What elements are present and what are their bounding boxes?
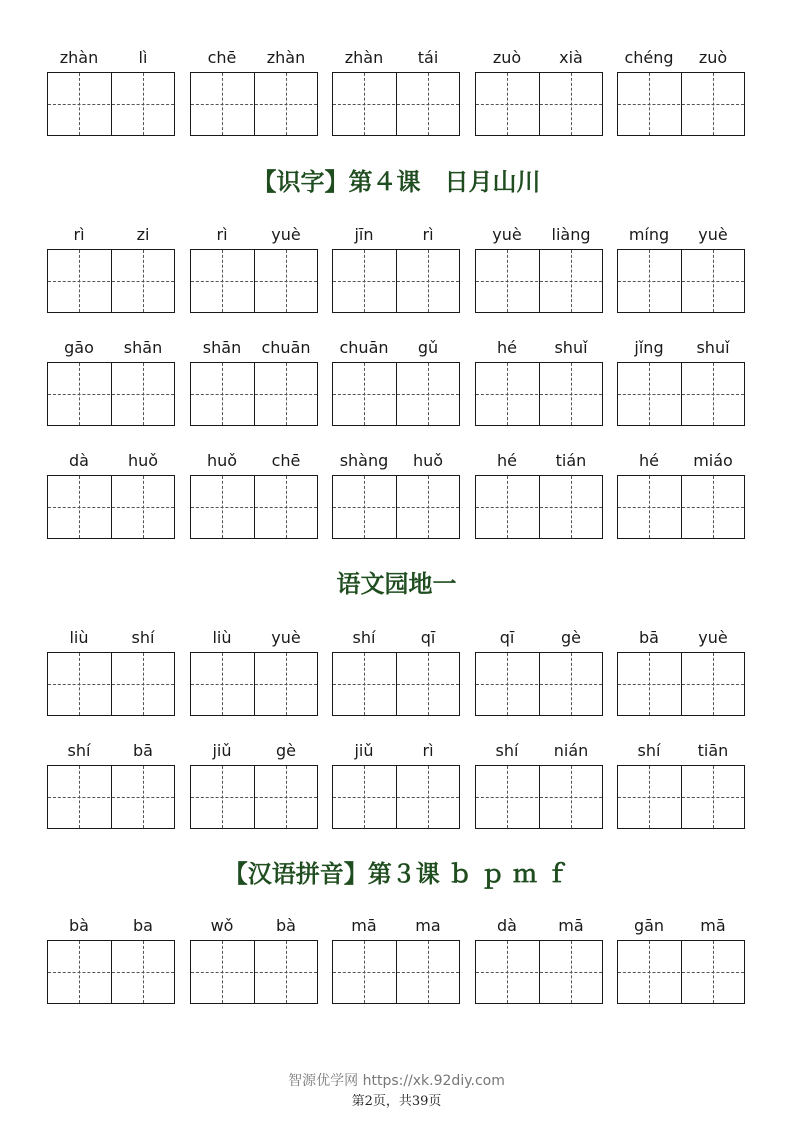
pinyin-label: qī [499, 628, 515, 647]
tianzige-pair [617, 362, 745, 426]
dashed-guide-horizontal [333, 281, 459, 282]
pinyin-label: tiān [697, 741, 729, 760]
tianzige-pair [47, 652, 175, 716]
pinyin-label: shí [352, 628, 376, 647]
tianzige-pair [475, 940, 603, 1004]
tianzige-pair [332, 249, 460, 313]
dashed-guide-horizontal [48, 394, 174, 395]
pinyin-label: shān [202, 338, 242, 357]
dashed-guide-horizontal [48, 281, 174, 282]
tianzige-pair [332, 475, 460, 539]
tianzige-pair [332, 652, 460, 716]
dashed-guide-horizontal [48, 797, 174, 798]
tianzige-pair [617, 652, 745, 716]
tianzige-pair [190, 652, 318, 716]
dashed-guide-horizontal [618, 684, 744, 685]
pinyin-label: chuān [339, 338, 389, 357]
tianzige-pair [617, 249, 745, 313]
dashed-guide-horizontal [48, 684, 174, 685]
dashed-guide-horizontal [48, 972, 174, 973]
dashed-guide-horizontal [48, 507, 174, 508]
pinyin-label: hé [497, 338, 517, 357]
tianzige-pair [332, 765, 460, 829]
pinyin-label: xià [559, 48, 583, 67]
tianzige-pair [617, 72, 745, 136]
pinyin-label: yuè [492, 225, 522, 244]
tianzige-pair [617, 940, 745, 1004]
pinyin-label: yuè [698, 225, 728, 244]
pinyin-label: jīn [354, 225, 374, 244]
tianzige-pair [617, 765, 745, 829]
tianzige-pair [190, 72, 318, 136]
footer-site: 智源优学网 https://xk.92diy.com [288, 1073, 505, 1089]
pinyin-label: chē [207, 48, 237, 67]
lesson-heading-pinyin: 【汉语拼音】第３课 ｂ ｐ ｍ ｆ [223, 859, 570, 888]
dashed-guide-horizontal [476, 507, 602, 508]
tianzige-pair [332, 72, 460, 136]
pinyin-label: wǒ [210, 916, 234, 935]
tianzige-pair [190, 475, 318, 539]
tianzige-pair [190, 765, 318, 829]
dashed-guide-horizontal [333, 394, 459, 395]
footer-page-number: 第2页，共39页 [351, 1094, 442, 1109]
dashed-guide-horizontal [476, 684, 602, 685]
pinyin-label: bā [639, 628, 659, 647]
writing-row [0, 48, 793, 148]
dashed-guide-horizontal [618, 507, 744, 508]
tianzige-pair [190, 249, 318, 313]
tianzige-pair [190, 362, 318, 426]
pinyin-label: shí [495, 741, 519, 760]
dashed-guide-horizontal [333, 507, 459, 508]
pinyin-label: zhàn [59, 48, 99, 67]
dashed-guide-horizontal [618, 797, 744, 798]
pinyin-label: shuǐ [696, 338, 730, 357]
dashed-guide-horizontal [333, 797, 459, 798]
pinyin-label: huǒ [206, 451, 238, 470]
tianzige-pair [475, 72, 603, 136]
pinyin-label: jǐng [634, 338, 664, 357]
tianzige-pair [47, 72, 175, 136]
dashed-guide-horizontal [191, 394, 317, 395]
dashed-guide-horizontal [191, 684, 317, 685]
pinyin-label: tái [417, 48, 439, 67]
pinyin-label: shàng [339, 451, 389, 470]
pinyin-label: zuò [698, 48, 728, 67]
tianzige-pair [475, 765, 603, 829]
lesson-heading-rizhi: 【识字】第４课 日月山川 [252, 167, 541, 196]
pinyin-label: lì [138, 48, 148, 67]
tianzige-pair [332, 362, 460, 426]
pinyin-label: hé [639, 451, 659, 470]
writing-row [0, 451, 793, 551]
pinyin-label: jiǔ [354, 741, 374, 760]
tianzige-pair [475, 475, 603, 539]
tianzige-pair [332, 940, 460, 1004]
pinyin-label: shān [123, 338, 163, 357]
pinyin-label: mā [700, 916, 726, 935]
pinyin-label: dà [69, 451, 89, 470]
pinyin-label: liàng [551, 225, 591, 244]
dashed-guide-horizontal [476, 972, 602, 973]
pinyin-label: shí [67, 741, 91, 760]
pinyin-label: bā [133, 741, 153, 760]
pinyin-label: bà [276, 916, 296, 935]
pinyin-label: rì [422, 741, 434, 760]
pinyin-label: mā [351, 916, 377, 935]
pinyin-label: liù [212, 628, 232, 647]
dashed-guide-horizontal [333, 104, 459, 105]
tianzige-pair [47, 765, 175, 829]
writing-row [0, 628, 793, 728]
pinyin-label: rì [422, 225, 434, 244]
pinyin-label: chē [271, 451, 301, 470]
dashed-guide-horizontal [333, 684, 459, 685]
pinyin-label: rì [73, 225, 85, 244]
pinyin-label: zuò [492, 48, 522, 67]
pinyin-label: míng [628, 225, 670, 244]
pinyin-label: hé [497, 451, 517, 470]
pinyin-label: huǒ [127, 451, 159, 470]
pinyin-label: mā [558, 916, 584, 935]
tianzige-pair [47, 362, 175, 426]
pinyin-label: chéng [624, 48, 674, 67]
tianzige-pair [190, 940, 318, 1004]
pinyin-label: shí [131, 628, 155, 647]
pinyin-label: bà [69, 916, 89, 935]
pinyin-label: zhàn [344, 48, 384, 67]
pinyin-label: ba [133, 916, 153, 935]
pinyin-label: chuān [261, 338, 311, 357]
lesson-heading-yuwen-yuandi: 语文园地一 [336, 569, 457, 598]
dashed-guide-horizontal [333, 972, 459, 973]
writing-row [0, 916, 793, 1016]
pinyin-label: shí [637, 741, 661, 760]
pinyin-label: shuǐ [554, 338, 588, 357]
pinyin-label: liù [69, 628, 89, 647]
pinyin-label: zi [136, 225, 150, 244]
pinyin-label: gè [561, 628, 581, 647]
pinyin-label: jiǔ [212, 741, 232, 760]
tianzige-pair [47, 475, 175, 539]
pinyin-label: ma [415, 916, 441, 935]
pinyin-label: dà [497, 916, 517, 935]
dashed-guide-horizontal [476, 104, 602, 105]
dashed-guide-horizontal [191, 281, 317, 282]
writing-row [0, 338, 793, 438]
pinyin-label: yuè [271, 225, 301, 244]
dashed-guide-horizontal [476, 281, 602, 282]
tianzige-pair [47, 249, 175, 313]
pinyin-label: nián [553, 741, 589, 760]
tianzige-pair [47, 940, 175, 1004]
dashed-guide-horizontal [191, 972, 317, 973]
writing-row [0, 741, 793, 841]
dashed-guide-horizontal [618, 972, 744, 973]
pinyin-label: gǔ [417, 338, 439, 357]
dashed-guide-horizontal [618, 281, 744, 282]
pinyin-label: huǒ [412, 451, 444, 470]
dashed-guide-horizontal [476, 394, 602, 395]
writing-row [0, 225, 793, 325]
dashed-guide-horizontal [48, 104, 174, 105]
tianzige-pair [475, 249, 603, 313]
pinyin-label: miáo [693, 451, 733, 470]
tianzige-pair [475, 362, 603, 426]
pinyin-label: rì [216, 225, 228, 244]
dashed-guide-horizontal [191, 797, 317, 798]
pinyin-label: gān [633, 916, 665, 935]
dashed-guide-horizontal [191, 104, 317, 105]
dashed-guide-horizontal [618, 394, 744, 395]
pinyin-label: qī [420, 628, 436, 647]
pinyin-label: tián [555, 451, 587, 470]
tianzige-pair [617, 475, 745, 539]
pinyin-label: gāo [64, 338, 94, 357]
dashed-guide-horizontal [476, 797, 602, 798]
pinyin-label: gè [276, 741, 296, 760]
tianzige-pair [475, 652, 603, 716]
pinyin-label: yuè [271, 628, 301, 647]
dashed-guide-horizontal [191, 507, 317, 508]
pinyin-label: yuè [698, 628, 728, 647]
dashed-guide-horizontal [618, 104, 744, 105]
pinyin-label: zhàn [266, 48, 306, 67]
